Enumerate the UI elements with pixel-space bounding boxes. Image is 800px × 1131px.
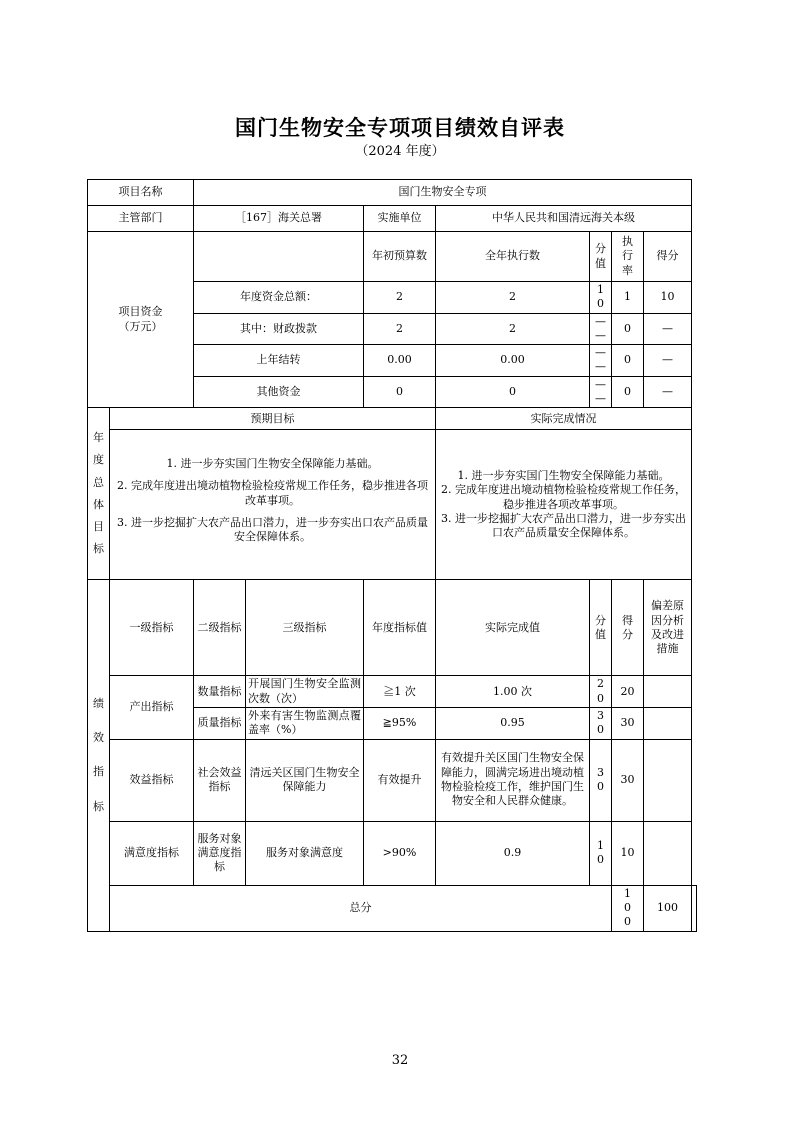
- col-executed: 全年执行数: [436, 232, 590, 282]
- goal-vertical-text: 年 度 总 体 目 标: [93, 430, 104, 556]
- funds-row-label: 其中：财政拨款: [194, 313, 364, 345]
- level3-header: 三级指标: [246, 580, 364, 676]
- expected-goal-item: 3. 进一步挖掘扩大农产品出口潜力，进一步夯实出口农产品质量安全保障体系。: [117, 516, 428, 544]
- dept-row: [88, 206, 697, 232]
- indicator-score-value-text: 3 0: [597, 708, 604, 737]
- project-name-value: 国门生物安全专项: [194, 180, 692, 206]
- funds-row-label: 上年结转: [194, 345, 364, 377]
- score-header: [612, 580, 644, 676]
- funds-label: [88, 232, 194, 408]
- funds-score: 10: [644, 282, 692, 314]
- col-score-value-text: 分 值: [595, 242, 606, 270]
- indicator-actual: 0.95: [436, 707, 590, 739]
- indicator-target: ≧1 次: [364, 676, 436, 708]
- actual-value-header: 实际完成值: [436, 580, 590, 676]
- indicator-score-value: [590, 739, 612, 821]
- indicator-score-value-text: 1 0: [597, 838, 604, 867]
- funds-initial: 0: [364, 376, 436, 408]
- indicator-level3: 外来有害生物监测点覆盖率（%）: [246, 707, 364, 739]
- funds-initial: 0.00: [364, 345, 436, 377]
- indicator-row: [88, 676, 697, 708]
- funds-rate: 0: [612, 313, 644, 345]
- page-number: 32: [391, 1053, 409, 1068]
- level1-header: 一级指标: [110, 580, 194, 676]
- funds-row-label: 其他资金: [194, 376, 364, 408]
- indicator-score-value: [590, 676, 612, 708]
- indicator-level3: 服务对象满意度: [246, 821, 364, 885]
- expected-goal-item: 1. 进一步夯实国门生物安全保障能力基础。: [166, 457, 379, 471]
- funds-score-value: [590, 313, 612, 345]
- indicator-score: 30: [612, 739, 644, 821]
- score-value-header: [590, 580, 612, 676]
- page-title: 国门生物安全专项项目绩效自评表: [235, 115, 565, 140]
- goal-vertical-label: [88, 408, 110, 580]
- indicator-score: 10: [612, 821, 644, 885]
- funds-blank-header: [194, 232, 364, 282]
- funds-initial: 2: [364, 313, 436, 345]
- funds-unit-text: （万元）: [118, 319, 163, 333]
- indicator-level2: 质量指标: [194, 707, 246, 739]
- expected-goal-content: [110, 430, 436, 580]
- funds-score-value-text: 1 0: [597, 283, 604, 311]
- funds-score-value-text: — —: [595, 377, 606, 406]
- indicator-level3: 清远关区国门生物安全保障能力: [246, 739, 364, 821]
- level2-header: 二级指标: [194, 580, 246, 676]
- perf-vertical-label: [88, 580, 110, 931]
- col-score: 得分: [644, 232, 692, 282]
- indicator-score-value-text: 3 0: [597, 765, 604, 794]
- indicator-score-value: [590, 707, 612, 739]
- indicator-actual: 1.00 次: [436, 676, 590, 708]
- funds-executed: 2: [436, 313, 590, 345]
- indicator-deviation: [644, 676, 692, 708]
- indicator-actual: 0.9: [436, 821, 590, 885]
- col-exec-rate-text: 执 行 率: [622, 235, 633, 277]
- funds-score: —: [644, 313, 692, 345]
- page-subtitle: （2024 年度）: [355, 144, 445, 159]
- funds-row-label: 年度资金总额：: [194, 282, 364, 314]
- funds-label-text: 项目资金: [118, 305, 163, 319]
- impl-unit-value: 中华人民共和国清远海关本级: [436, 206, 692, 232]
- col-exec-rate: [612, 232, 644, 282]
- annual-target-header: 年度指标值: [364, 580, 436, 676]
- total-score-value: [612, 885, 644, 931]
- total-score: 100: [644, 885, 692, 931]
- actual-status-item: 2. 完成年度进出境动植物检验检疫常规工作任务，稳步推进各项改革事项。: [441, 483, 687, 511]
- indicator-score-value-text: 2 0: [597, 677, 604, 705]
- total-row: [88, 885, 697, 931]
- indicator-level2: 社会效益指标: [194, 739, 246, 821]
- self-evaluation-table: [87, 179, 697, 932]
- satisfaction-level1: 满意度指标: [110, 821, 194, 885]
- indicator-level2: 数量指标: [194, 676, 246, 708]
- funds-executed: 2: [436, 282, 590, 314]
- funds-score: —: [644, 345, 692, 377]
- funds-score-value-text: — —: [595, 346, 606, 374]
- total-deviation: [692, 885, 697, 931]
- score-value-header-text: 分 值: [595, 613, 606, 641]
- indicator-target: 有效提升: [364, 739, 436, 821]
- output-level1: 产出指标: [110, 676, 194, 739]
- funds-rate: 1: [612, 282, 644, 314]
- expected-goal-item: 2. 完成年度进出境动植物检验检疫常规工作任务，稳步推进各项改革事项。: [117, 479, 428, 507]
- goals-content-row: [88, 430, 697, 580]
- funds-rate: 0: [612, 376, 644, 408]
- indicator-row: [88, 821, 697, 885]
- indicators-header-row: [88, 580, 697, 676]
- total-label: 总分: [110, 885, 612, 931]
- impl-unit-label: 实施单位: [364, 206, 436, 232]
- dept-label: 主管部门: [88, 206, 194, 232]
- actual-status-item: 3. 进一步挖掘扩大农产品出口潜力，进一步夯实出口农产品质量安全保障体系。: [441, 512, 687, 540]
- indicator-deviation: [644, 707, 692, 739]
- indicator-deviation: [644, 739, 692, 821]
- deviation-header: 偏差原因分析及改进措施: [644, 580, 692, 676]
- indicator-actual: 有效提升关区国门生物安全保障能力，圆满完场进出境动植物检验检疫工作，维护国门生物安全和人民群众健康。: [436, 739, 590, 821]
- goals-header-row: [88, 408, 697, 430]
- expected-goal-header: 预期目标: [110, 408, 436, 430]
- indicator-deviation: [644, 821, 692, 885]
- indicator-score: 30: [612, 707, 644, 739]
- benefit-level1: 效益指标: [110, 739, 194, 821]
- funds-score: —: [644, 376, 692, 408]
- perf-vertical-text: 绩 效 指 标: [93, 696, 104, 813]
- indicator-target: ≧95%: [364, 707, 436, 739]
- indicator-level2: 服务对象满意度指标: [194, 821, 246, 885]
- indicator-level3: 开展国门生物安全监测次数（次）: [246, 676, 364, 708]
- actual-status-item: 1. 进一步夯实国门生物安全保障能力基础。: [457, 469, 670, 483]
- indicator-target: >90%: [364, 821, 436, 885]
- project-name-label: 项目名称: [88, 180, 194, 206]
- col-score-value: [590, 232, 612, 282]
- dept-value: ［167］海关总署: [194, 206, 364, 232]
- funds-initial: 2: [364, 282, 436, 314]
- total-score-value-text: 1 0 0: [624, 886, 631, 929]
- project-name-row: [88, 180, 697, 206]
- funds-header-row: [88, 232, 697, 282]
- funds-executed: 0: [436, 376, 590, 408]
- funds-score-value: [590, 282, 612, 314]
- funds-score-value-text: — —: [595, 314, 606, 342]
- actual-status-content: [436, 430, 692, 580]
- indicator-score-value: [590, 821, 612, 885]
- score-header-text: 得 分: [622, 613, 633, 641]
- funds-score-value: [590, 345, 612, 377]
- actual-status-header: 实际完成情况: [436, 408, 692, 430]
- indicator-score: 20: [612, 676, 644, 708]
- col-initial-budget: 年初预算数: [364, 232, 436, 282]
- funds-executed: 0.00: [436, 345, 590, 377]
- funds-score-value: [590, 376, 612, 408]
- indicator-row: [88, 739, 697, 821]
- funds-rate: 0: [612, 345, 644, 377]
